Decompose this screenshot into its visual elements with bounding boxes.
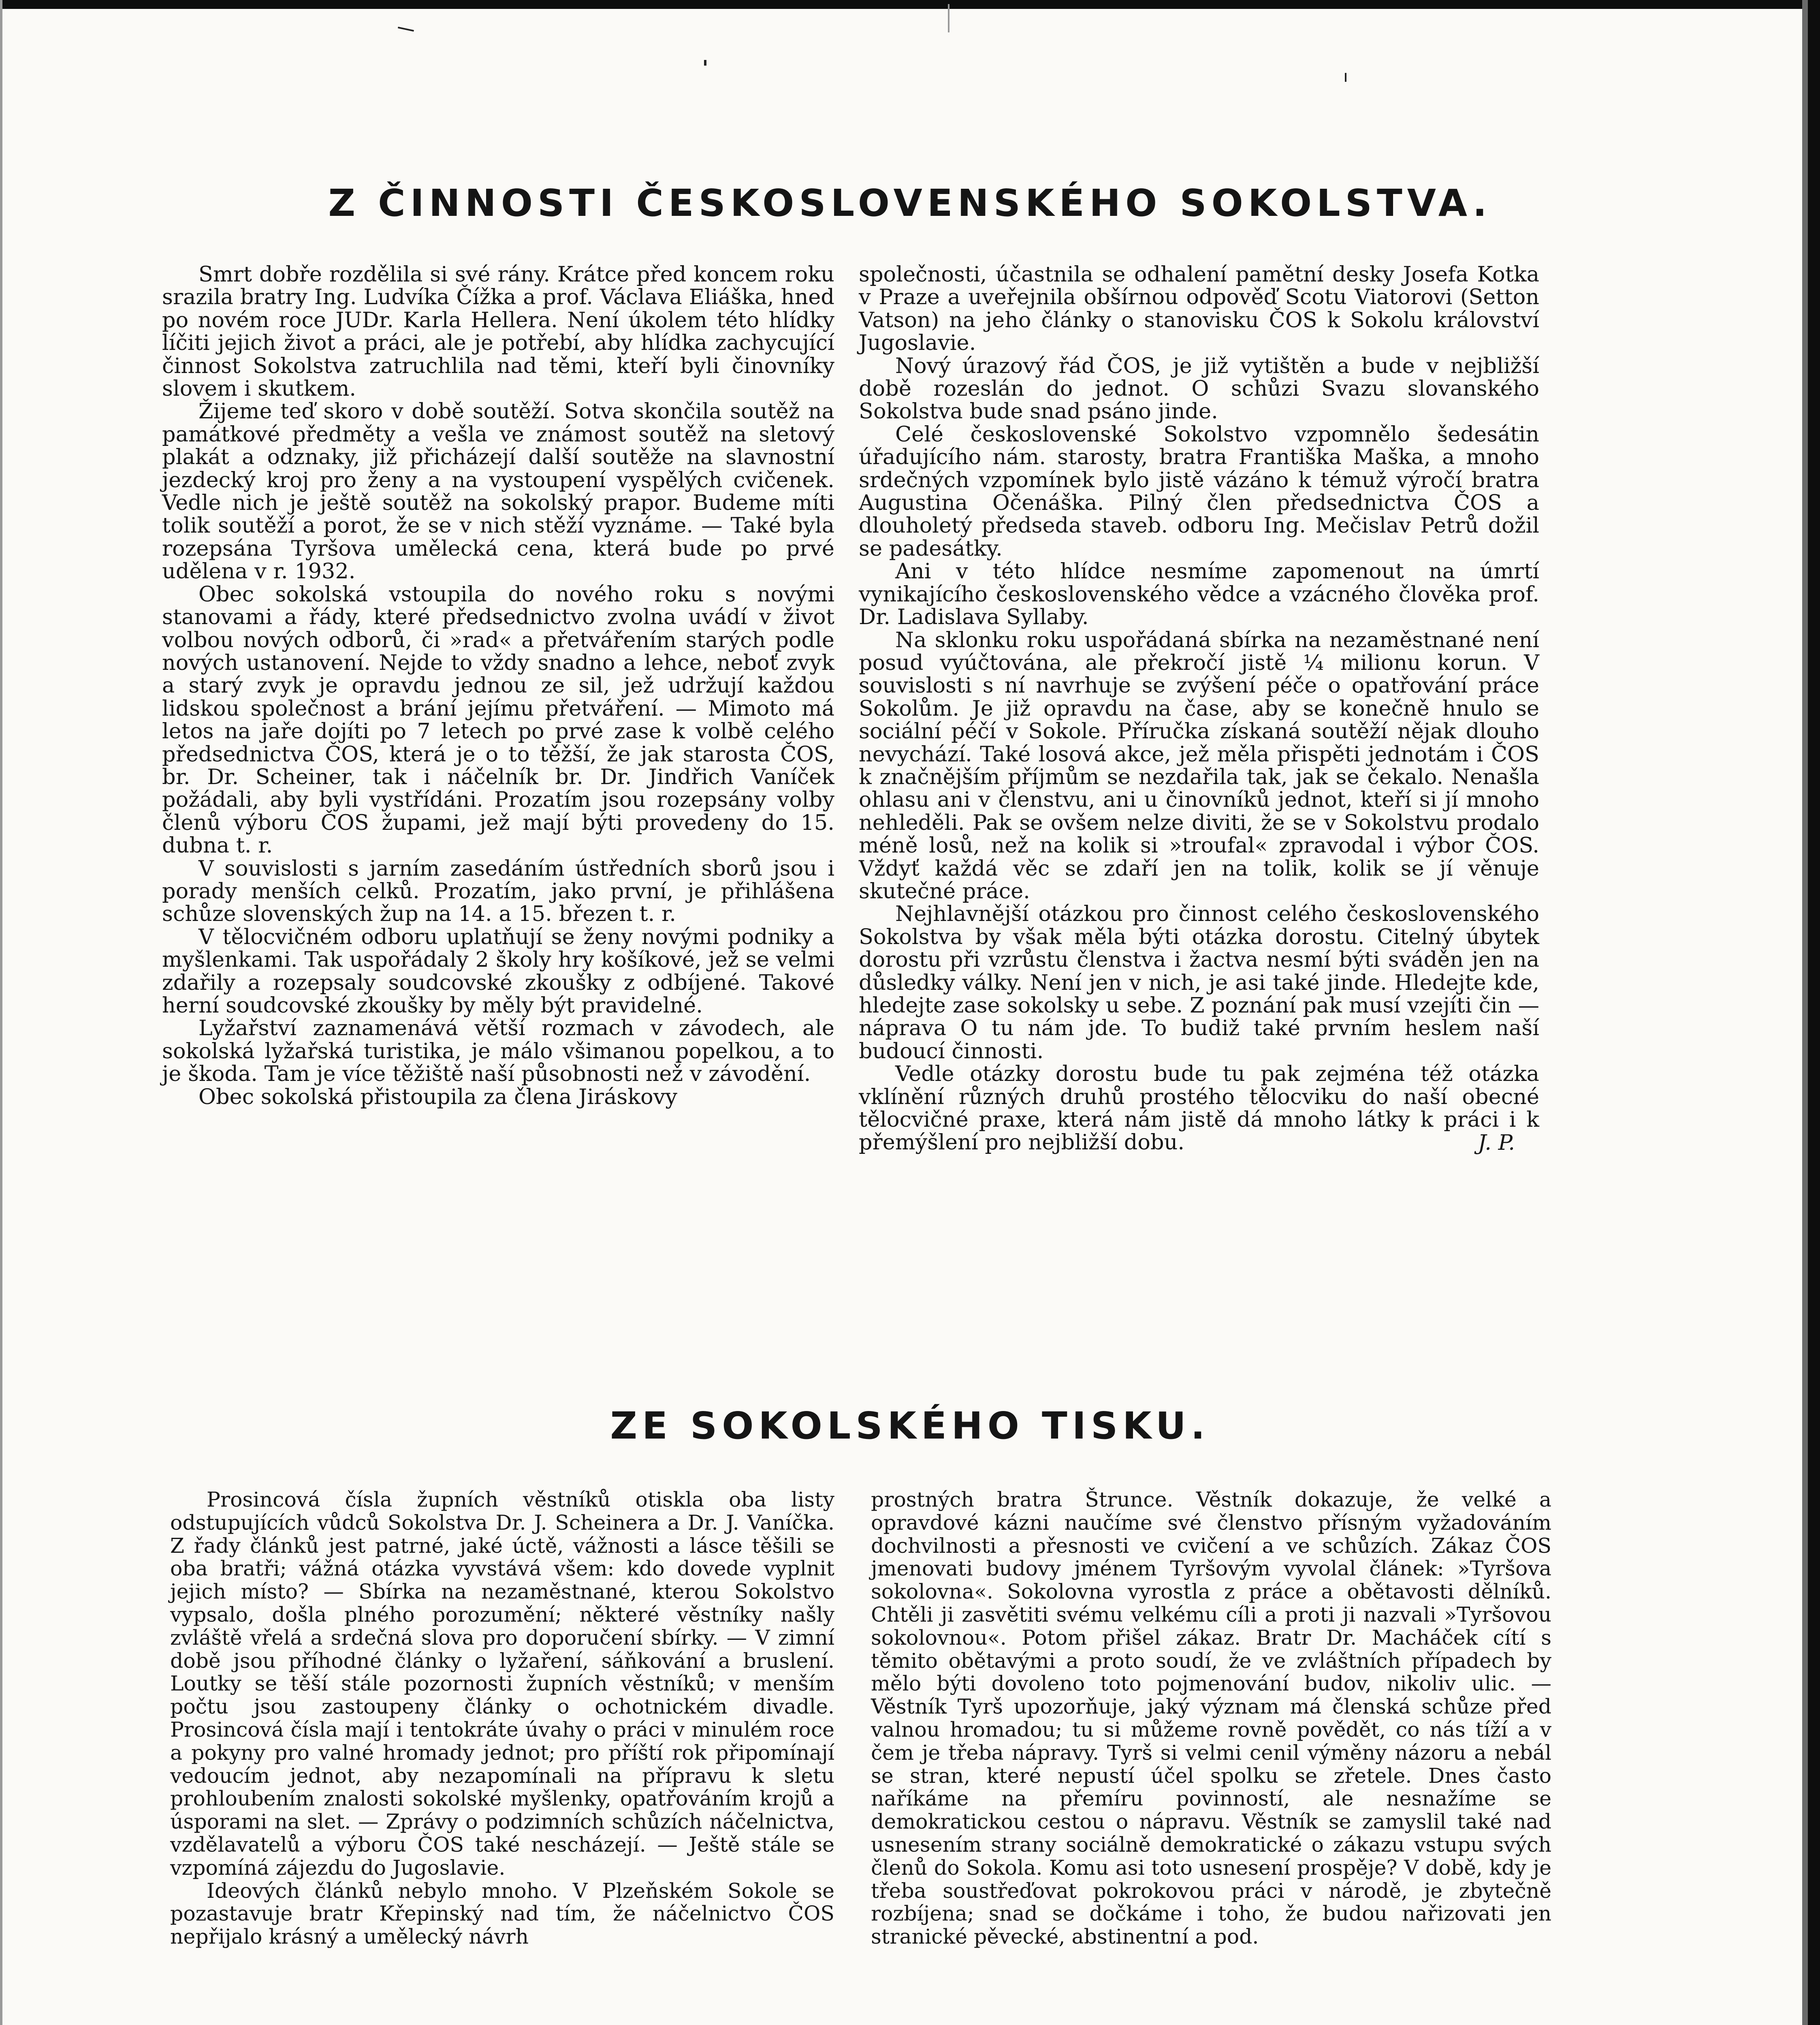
paragraph: Na sklonku roku uspořádaná sbírka na nezaměstnané není posud vyúčtována, ale překročí jistě ¼ milionu korun. V souvislosti s ní navrhuje se zvýšení péče o opatřování práce Sokolům. Je již opravdu na čase, aby se konečně hnulo se sociální péčí v Sokole. Příručka získaná soutěží nějak dlouho nevychází. Také losová akce, jež měla přispěti jednotám i ČOS k značnějším příjmům se nezdařila tak, jak se čekalo. Nenašla ohlasu ani v členstvu, ani u činovníků jednot, kteří si jí mnoho nehleděli. Pak se ovšem nelze diviti, že se v Sokolstvu prodalo méně losů, než na kolik si »troufal« zpravodal i výbor ČOS. Vždyť každá věc se zdaří jen na tolik, kolik se jí věnuje skutečné práce. (859, 627, 1539, 904)
paragraph: Lyžařství zaznamenává větší rozmach v závodech, ale sokolská lyžařská turistika, je málo všimanou popelkou, a to je škoda. Tam je více těžiště naší působnosti než v závodění. (162, 1016, 834, 1087)
scan-speck (1345, 73, 1346, 82)
scan-border-left (0, 0, 2, 2025)
paragraph: Obec sokolská vstoupila do nového roku s novými stanovami a řády, které předsednictvo zvolna uvádí v život volbou nových odborů, či »rad« a přetvářením starých podle nových ustanovení. Nejde to vždy snadno a lehce, neboť zvyk a starý zvyk je opravdu jednou ze sil, jež udržují každou lidskou společnost a brání jejímu přetváření. — Mimoto má letos na jaře dojíti po 7 letech po prvé zase k volbě celého předsednictva ČOS, která je o to těžší, že jak starosta ČOS, br. Dr. Scheiner, tak i náčelník br. Dr. Jindřich Vaníček požádali, aby byli vystřídáni. Prozatím jsou rozepsány volby členů výboru ČOS župami, jež mají býti provedeny do 15. dubna t. r. (162, 582, 834, 858)
scan-speck (704, 60, 706, 66)
section-heading-activity: Z ČINNOSTI ČESKOSLOVENSKÉHO SOKOLSTVA. (328, 181, 1492, 225)
paragraph: Smrt dobře rozdělila si své rány. Krátce před koncem roku srazila bratry Ing. Ludvíka Čížka a prof. Václava Eliáška, hned po novém roce JUDr. Karla Hellera. Není úkolem této hlídky líčiti jejich život a práci, ale je potřebí, aby hlídka zachycující činnost Sokolstva zatruchlila nad těmi, kteří byli činovníky slovem i skutkem. (162, 262, 834, 401)
paragraph: Žijeme teď skoro v době soutěží. Sotva skončila soutěž na památkové předměty a vešla ve známost soutěž na sletový plakát a odznaky, již přicházejí další soutěže na slavnostní jezdecký kroj pro ženy a na vystoupení vyspělých cvičenek. Vedle nich je ještě soutěž na sokolský prapor. Budeme míti tolik soutěží a porot, že se v nich stěží vyznáme. — Také byla rozepsána Tyršova umělecká cena, která bude po prvé udělena v r. 1932. (162, 399, 834, 584)
author-signature: J. P. (1478, 1130, 1515, 1155)
paragraph: V tělocvičném odboru uplatňují se ženy novými podniky a myšlenkami. Tak uspořádaly 2 školy hry košíkové, jež se velmi zdařily a rozepsaly soudcovské zkoušky z odbíjené. Takové herní soudcovské zkoušky by měly být pravidelné. (162, 924, 834, 1018)
paragraph: Ideových článků nebylo mnoho. V Plzeňském Sokole se pozastavuje bratr Křepinský nad tím, že náčelnictvo ČOS nepřijalo krásný a umělecký návrh (170, 1878, 834, 1949)
article-press-right-column (871, 1488, 1551, 1948)
paragraph: V souvislosti s jarním zasedáním ústředních sborů jsou i porady menších celků. Prozatím, jako první, je přihlášena schůze slovenských žup na 14. a 15. březen t. r. (162, 856, 834, 927)
paragraph: Nový úrazový řád ČOS, je již vytištěn a bude v nejbližší době rozeslán do jednot. O schůzi Svazu slovanského Sokolstva bude snad psáno jinde. (859, 353, 1539, 424)
article-activity-left-column (162, 263, 834, 1108)
paragraph: Nejhlavnější otázkou pro činnost celého československého Sokolstva by však měla býti otázka dorostu. Citelný úbytek dorostu při vzrůstu členstva i žactva nesmí býti sváděn jen na důsledky války. Není jen v nich, je asi také jinde. Hledejte kde, hledejte zase sokolsky u sebe. Z poznání pak musí vzejíti čin — náprava O tu nám jde. To budiž také prvním heslem naší budoucí činnosti. (859, 902, 1539, 1064)
article-activity-right-column (859, 263, 1539, 1154)
scan-speck (948, 4, 949, 32)
article-press-left-column (170, 1488, 834, 1948)
scan-border-top (0, 0, 1820, 9)
scan-border-right (1808, 0, 1820, 2025)
scan-speck (398, 27, 414, 32)
paragraph: Celé československé Sokolstvo vzpomnělo šedesátin úřadujícího nám. starosty, bratra Františka Maška, a mnoho srdečných vzpomínek bylo jistě vázáno k témuž výročí bratra Augustina Očenáška. Pilný člen předsednictva ČOS a dlouholetý předseda staveb. odboru Ing. Mečislav Petrů dožil se padesátky. (859, 422, 1539, 561)
paragraph: Vedle otázky dorostu bude tu pak zejména též otázka vklínění různých druhů prostého tělocviku do naší obecné tělocvičné praxe, která nám jistě dá mnoho látky k práci i k přemýšlení pro nejbližší dobu. (859, 1062, 1539, 1155)
scan-border-right-shadow (1802, 0, 1808, 2025)
section-heading-press: ZE SOKOLSKÉHO TISKU. (610, 1404, 1210, 1447)
paragraph: prostných bratra Štrunce. Věstník dokazuje, že velké a opravdové kázni naučíme své členstvo přísným vyžadováním dochvilnosti a přesnosti ve cvičení a ve schůzích. Zákaz ČOS jmenovati budovy jménem Tyršovým vyvolal článek: »Tyršova sokolovna«. Sokolovna vyrostla z práce a obětavosti dělníků. Chtěli ji zasvětiti svému velkému cíli a proti ji nazvali »Tyršovou sokolovnou«. Potom přišel zákaz. Bratr Dr. Macháček cítí s těmito obětavými a proto soudí, že ve zvláštních případech by mělo býti dovoleno toto pojmenování budov, nikoliv ulic. — Věstník Tyrš upozorňuje, jaký význam má členská schůze před valnou hromadou; tu si můžeme rovně povědět, co nás tíží a v čem je třeba nápravy. Tyrš si velmi cenil výměny názoru a nebál se stran, které nepustí účel spolku se zřetele. Dnes často naříkáme na přemíru povinností, ale nesnažíme se demokratickou cestou o nápravu. Věstník se zamyslil také nad usnesením strany sociálně demokratické o zákazu vstupu svých členů do Sokola. Komu asi toto usnesení prospěje? V době, kdy je třeba soustřeďovat pokrokovou práci v národě, je zbytečně rozbíjena; snad se dočkáme i toho, že budou nařizovati jen stranické pěvecké, abstinentní a pod. (871, 1488, 1551, 1949)
paragraph: společnosti, účastnila se odhalení pamětní desky Josefa Kotka v Praze a uveřejnila obšírnou odpověď Scotu Viatorovi (Setton Vatson) na jeho články o stanovisku ČOS k Sokolu království Jugoslavie. (859, 262, 1539, 356)
paragraph: Prosincová čísla župních věstníků otiskla oba listy odstupujících vůdců Sokolstva Dr. J. Scheinera a Dr. J. Vaníčka. Z řady článků jest patrné, jaké úctě, vážnosti a lásce těšili se oba bratři; vážná otázka vyvstává všem: kdo dovede vyplnit jejich místo? — Sbírka na nezaměstnané, kterou Sokolstvo vypsalo, došla plného porozumění; některé věstníky našly zvláště vřelá a srdečná slova pro doporučení sbírky. — V zimní době jsou příhodné články o lyžaření, sáňkování a bruslení. Loutky se těší stále pozornosti župních věstníků; v menším počtu jsou zastoupeny články o ochotnickém divadle. Prosincová čísla mají i tentokráte úvahy o práci v minulém roce a pokyny pro valné hromady jednot; pro příští rok připomínají vedoucím jednot, aby nezapomínali na přípravu k sletu prohloubením znalosti sokolské myšlenky, opatřováním krojů a úsporami na slet. — Zprávy o podzimních schůzích náčelnictva, vzdělavatelů a výboru ČOS také nescházejí. — Ještě stále se vzpomíná zájezdu do Jugoslavie. (170, 1488, 834, 1880)
paragraph: Ani v této hlídce nesmíme zapomenout na úmrtí vynikajícího československého vědce a vzácného člověka prof. Dr. Ladislava Syllaby. (859, 559, 1539, 630)
paragraph: Obec sokolská přistoupila za člena Jiráskovy (198, 1084, 678, 1109)
